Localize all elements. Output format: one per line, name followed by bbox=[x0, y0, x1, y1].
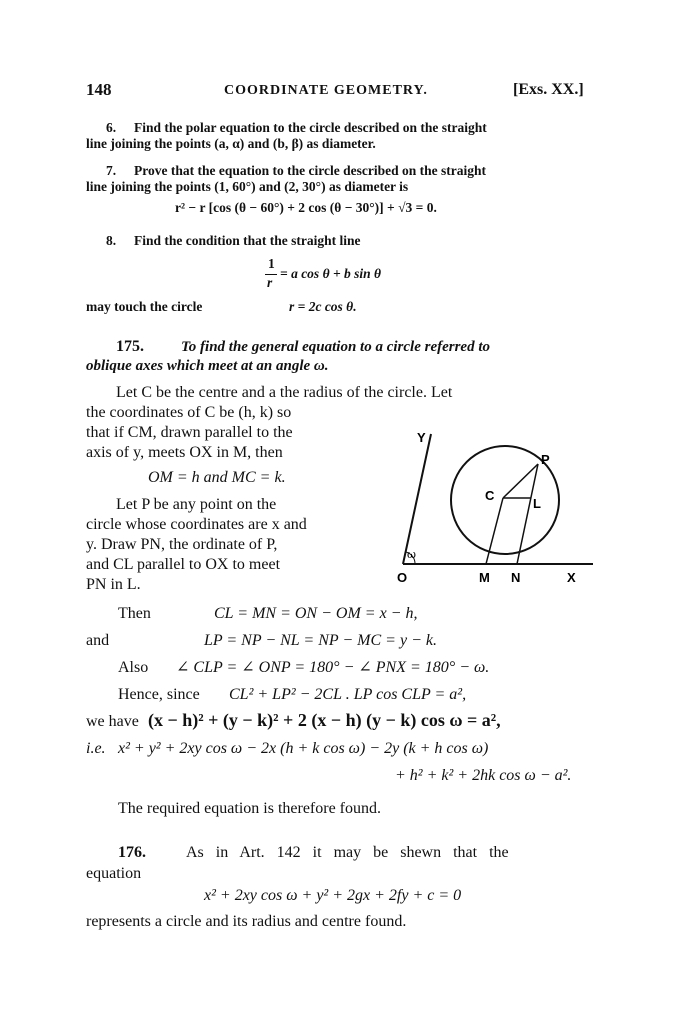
hence-equation: CL² + LP² − 2CL . LP cos CLP = a², bbox=[229, 686, 467, 703]
equation-om-mc: OM = h and MC = k. bbox=[148, 469, 286, 486]
article-175-para1-line3: that if CM, drawn parallel to the bbox=[86, 424, 293, 441]
label-n: N bbox=[511, 570, 521, 585]
exercise-8-number: 8. bbox=[106, 233, 117, 248]
main-equation: (x − h)² + (y − k)² + 2 (x − h) (y − k) cos ω = a², bbox=[148, 710, 501, 730]
article-176-line2: equation bbox=[86, 865, 142, 882]
article-176-number: 176. bbox=[118, 844, 146, 861]
line-cp bbox=[503, 464, 538, 498]
label-x: X bbox=[567, 570, 576, 585]
exercise-6-line1: Find the polar equation to the circle described on the straight bbox=[134, 120, 487, 135]
ie-label: i.e. bbox=[86, 740, 106, 757]
label-c: C bbox=[485, 488, 495, 503]
article-175-para1-line4: axis of y, meets OX in M, then bbox=[86, 444, 283, 461]
article-175-para2-line3: y. Draw PN, the ordinate of P, bbox=[86, 536, 278, 553]
exercise-8-frac-denominator: r bbox=[267, 275, 273, 290]
and-word: and bbox=[86, 632, 110, 649]
then-equation: CL = MN = ON − OM = x − h, bbox=[214, 605, 418, 622]
article-176-line3: represents a circle and its radius and centre found. bbox=[86, 913, 407, 930]
exercise-7-line1: Prove that the equation to the circle described on the straight bbox=[134, 163, 486, 178]
conclusion: The required equation is therefore found. bbox=[118, 800, 382, 817]
exercise-8-equation: = a cos θ + b sin θ bbox=[280, 266, 382, 281]
article-175-para1-line2: the coordinates of C be (h, k) so bbox=[86, 404, 292, 421]
label-o: O bbox=[397, 570, 408, 585]
exercise-6-number: 6. bbox=[106, 120, 117, 135]
circle-oblique-axes-figure bbox=[395, 424, 595, 594]
article-176-line1: As in Art. 142 it may be shewn that the bbox=[186, 844, 509, 861]
also-equation: ∠ CLP = ∠ ONP = 180° − ∠ PNX = 180° − ω. bbox=[176, 659, 490, 676]
label-omega: ω bbox=[407, 548, 416, 561]
exercise-7-equation: r² − r [cos (θ − 60°) + 2 cos (θ − 30°)] + √3 = 0. bbox=[175, 200, 437, 215]
label-l: L bbox=[533, 496, 541, 511]
article-175-para1-line1: Let C be the centre and a the radius of the circle. Let bbox=[116, 384, 453, 401]
exercise-7-line2: line joining the points (1, 60°) and (2, 30°) as diameter is bbox=[86, 179, 409, 194]
page-number: 148 bbox=[86, 80, 112, 99]
article-175-para2-line5: PN in L. bbox=[86, 576, 141, 593]
hence-text: Hence, since bbox=[118, 686, 200, 703]
article-175-number: 175. bbox=[116, 338, 144, 355]
exercise-7-number: 7. bbox=[106, 163, 117, 178]
also-word: Also bbox=[118, 659, 149, 676]
and-equation: LP = NP − NL = NP − MC = y − k. bbox=[204, 632, 437, 649]
exercise-8-touch-text: may touch the circle bbox=[86, 299, 203, 314]
label-p: P bbox=[541, 452, 550, 467]
y-axis bbox=[403, 434, 431, 564]
article-175-title-line2: oblique axes which meet at an angle ω. bbox=[86, 358, 329, 374]
then-word: Then bbox=[118, 605, 151, 622]
running-title: COORDINATE GEOMETRY. bbox=[224, 83, 428, 98]
article-176-equation: x² + 2xy cos ω + y² + 2gx + 2fy + c = 0 bbox=[204, 887, 462, 904]
article-175-title-line1: To find the general equation to a circle referred to bbox=[181, 339, 491, 355]
article-175-para2-line2: circle whose coordinates are x and bbox=[86, 516, 307, 533]
article-175-para2-line4: and CL parallel to OX to meet bbox=[86, 556, 281, 573]
exercise-8-touch-equation: r = 2c cos θ. bbox=[289, 299, 357, 314]
exercise-6-line2: line joining the points (a, α) and (b, β) as diameter. bbox=[86, 136, 376, 151]
ie-equation-line2: + h² + k² + 2hk cos ω − a². bbox=[395, 767, 572, 784]
label-y: Y bbox=[417, 430, 426, 445]
ie-equation-line1: x² + y² + 2xy cos ω − 2x (h + k cos ω) − 2y (k + h cos ω) bbox=[118, 740, 489, 757]
exercise-8-frac-numerator: 1 bbox=[268, 256, 275, 271]
we-have-text: we have bbox=[86, 713, 139, 730]
section-ref: [Exs. XX.] bbox=[513, 81, 584, 98]
article-175-para2-line1: Let P be any point on the bbox=[116, 496, 277, 513]
label-m: M bbox=[479, 570, 490, 585]
exercise-8-line1: Find the condition that the straight line bbox=[134, 233, 361, 248]
